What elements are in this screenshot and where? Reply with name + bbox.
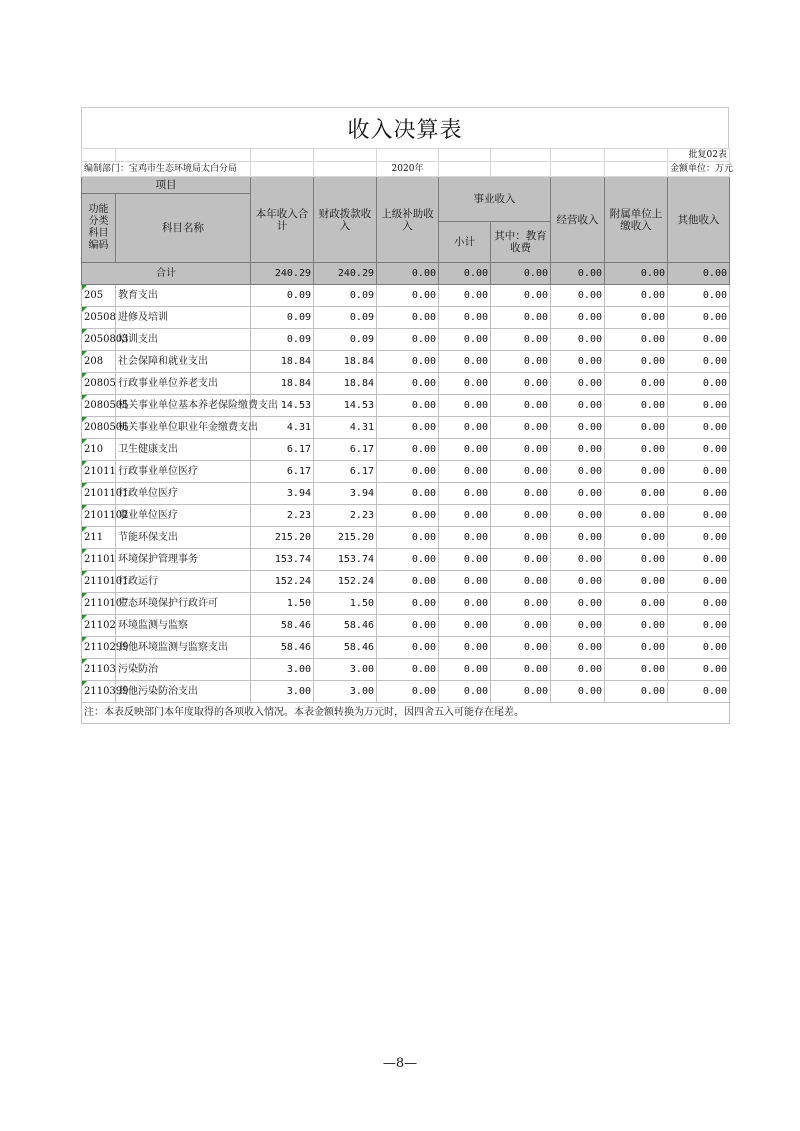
table-row [82,307,730,329]
table-row [82,615,730,637]
amount-cell: 0.00 [491,593,551,615]
header-fiscal: 财政拨款收入 [314,177,377,263]
amount-cell: 2.23 [314,505,377,527]
amount-cell: 58.46 [314,637,377,659]
amount-cell: 0.00 [439,373,491,395]
func-code-cell: 21103 [82,659,116,681]
total-value: 0.00 [491,263,551,285]
item-name-cell: 事业单位医疗 [116,505,251,527]
amount-cell: 0.00 [668,571,730,593]
table-row [82,681,730,703]
amount-cell: 0.00 [605,329,668,351]
page-number: —8— [382,1056,418,1071]
amount-cell: 0.00 [551,681,605,703]
amount-cell: 0.00 [491,637,551,659]
table-row [82,417,730,439]
amount-cell: 4.31 [314,417,377,439]
amount-cell: 0.00 [551,373,605,395]
amount-cell: 3.94 [314,483,377,505]
item-name-cell: 机关事业单位职业年金缴费支出 [116,417,251,439]
amount-cell: 0.00 [439,285,491,307]
amount-cell: 0.00 [491,461,551,483]
amount-cell: 0.00 [439,681,491,703]
amount-cell: 0.00 [605,285,668,307]
amount-cell: 0.00 [551,549,605,571]
func-code-cell: 2110299 [82,637,116,659]
item-name-cell: 其他污染防治支出 [116,681,251,703]
amount-cell: 0.00 [605,307,668,329]
item-name-cell: 行政单位医疗 [116,483,251,505]
year-label: 2020年 [377,162,439,177]
amount-cell: 0.00 [605,681,668,703]
table-row [82,505,730,527]
item-name-cell: 生态环境保护行政许可 [116,593,251,615]
total-row [82,263,730,285]
amount-cell: 0.00 [377,439,439,461]
amount-cell: 152.24 [314,571,377,593]
amount-cell: 0.00 [439,505,491,527]
amount-cell: 0.00 [605,505,668,527]
amount-cell: 3.00 [314,659,377,681]
func-code-cell: 21011 [82,461,116,483]
amount-cell: 0.00 [439,571,491,593]
amount-cell: 0.00 [377,417,439,439]
amount-cell: 18.84 [251,351,314,373]
amount-cell: 3.00 [251,659,314,681]
amount-cell: 0.00 [439,593,491,615]
currency-unit: 金额单位：万元 [668,162,730,177]
item-name-cell: 环境保护管理事务 [116,549,251,571]
amount-cell: 0.00 [605,439,668,461]
amount-cell: 0.00 [668,681,730,703]
amount-cell: 0.00 [491,373,551,395]
amount-cell: 0.00 [605,637,668,659]
item-name-cell: 进修及培训 [116,307,251,329]
amount-cell: 0.00 [491,307,551,329]
amount-cell: 0.00 [491,659,551,681]
func-code-cell: 2110399 [82,681,116,703]
item-name-cell: 培训支出 [116,329,251,351]
header-item-name: 科目名称 [116,194,251,263]
amount-cell: 215.20 [314,527,377,549]
amount-cell: 0.00 [668,637,730,659]
func-code-cell: 2080505 [82,395,116,417]
header-other: 其他收入 [668,177,730,263]
amount-cell: 0.09 [251,307,314,329]
amount-cell: 0.00 [491,329,551,351]
amount-cell: 0.00 [377,285,439,307]
amount-cell: 0.00 [668,439,730,461]
amount-cell: 1.50 [314,593,377,615]
amount-cell: 0.00 [491,395,551,417]
amount-cell: 6.17 [251,461,314,483]
amount-cell: 14.53 [251,395,314,417]
amount-cell: 152.24 [251,571,314,593]
amount-cell: 0.00 [668,659,730,681]
amount-cell: 153.74 [251,549,314,571]
header-project: 项目 [82,177,251,194]
table-note: 注：本表反映部门本年度取得的各项收入情况。本表金额转换为万元时，因四舍五入可能存在尾差。 [82,703,730,724]
note-row [82,703,730,724]
amount-cell: 0.00 [491,351,551,373]
amount-cell: 0.00 [668,395,730,417]
table-row [82,527,730,549]
header-subtotal: 小计 [439,222,491,263]
table-row [82,285,730,307]
amount-cell: 0.00 [668,373,730,395]
amount-cell: 18.84 [314,373,377,395]
amount-cell: 0.00 [377,571,439,593]
header-edu-fee: 其中：教育收费 [491,222,551,263]
amount-cell: 0.00 [491,285,551,307]
amount-cell: 0.00 [551,307,605,329]
header-affiliated: 附属单位上缴收入 [605,177,668,263]
amount-cell: 14.53 [314,395,377,417]
amount-cell: 0.00 [491,505,551,527]
amount-cell: 0.00 [551,461,605,483]
table-row [82,549,730,571]
item-name-cell: 环境监测与监察 [116,615,251,637]
amount-cell: 0.00 [377,307,439,329]
amount-cell: 0.00 [668,549,730,571]
header-row-1 [82,177,730,194]
item-name-cell: 其他环境监测与监察支出 [116,637,251,659]
amount-cell: 4.31 [251,417,314,439]
amount-cell: 58.46 [314,615,377,637]
amount-cell: 6.17 [314,461,377,483]
amount-cell: 0.00 [439,615,491,637]
amount-cell: 0.00 [377,505,439,527]
func-code-cell: 210 [82,439,116,461]
table-row [82,395,730,417]
amount-cell: 0.09 [251,285,314,307]
amount-cell: 0.00 [377,329,439,351]
func-code-cell: 20508 [82,307,116,329]
amount-cell: 0.00 [377,681,439,703]
amount-cell: 0.00 [491,571,551,593]
amount-cell: 0.00 [377,395,439,417]
table-row [82,637,730,659]
amount-cell: 0.00 [377,593,439,615]
amount-cell: 0.00 [377,615,439,637]
func-code-cell: 2101101 [82,483,116,505]
amount-cell: 0.00 [491,681,551,703]
amount-cell: 0.00 [551,483,605,505]
amount-cell: 0.00 [605,351,668,373]
item-name-cell: 污染防治 [116,659,251,681]
amount-cell: 0.00 [439,439,491,461]
page-title: 收入决算表 [81,107,729,148]
data-rows [82,285,730,703]
func-code-cell: 211 [82,527,116,549]
amount-cell: 0.00 [377,637,439,659]
amount-cell: 0.00 [439,307,491,329]
table-row [82,571,730,593]
amount-cell: 0.00 [668,527,730,549]
total-value: 0.00 [439,263,491,285]
amount-cell: 0.00 [439,461,491,483]
func-code-cell: 2110101 [82,571,116,593]
total-value: 0.00 [377,263,439,285]
amount-cell: 0.00 [551,637,605,659]
amount-cell: 0.00 [439,637,491,659]
header-superior: 上级补助收入 [377,177,439,263]
func-code-cell: 20805 [82,373,116,395]
table-row [82,483,730,505]
amount-cell: 0.00 [551,395,605,417]
amount-cell: 0.00 [491,527,551,549]
amount-cell: 0.00 [439,395,491,417]
amount-cell: 18.84 [251,373,314,395]
amount-cell: 0.00 [377,483,439,505]
total-value: 240.29 [314,263,377,285]
amount-cell: 0.00 [668,483,730,505]
amount-cell: 0.00 [605,461,668,483]
table-row [82,373,730,395]
amount-cell: 0.00 [377,659,439,681]
amount-cell: 0.00 [491,439,551,461]
amount-cell: 0.00 [551,659,605,681]
amount-cell: 3.00 [314,681,377,703]
amount-cell: 0.00 [605,571,668,593]
amount-cell: 0.00 [491,417,551,439]
meta-row-unit [82,162,730,177]
amount-cell: 0.00 [377,527,439,549]
header-total: 本年收入合计 [251,177,314,263]
amount-cell: 0.00 [551,351,605,373]
total-value: 240.29 [251,263,314,285]
amount-cell: 58.46 [251,615,314,637]
amount-cell: 0.09 [314,329,377,351]
total-label: 合计 [82,263,251,285]
amount-cell: 0.09 [251,329,314,351]
amount-cell: 0.00 [605,659,668,681]
func-code-cell: 2101102 [82,505,116,527]
item-name-cell: 节能环保支出 [116,527,251,549]
table-row [82,659,730,681]
amount-cell: 0.00 [439,351,491,373]
func-code-cell: 2050803 [82,329,116,351]
header-func-code: 功能分类科目编码 [82,194,116,263]
amount-cell: 0.00 [668,329,730,351]
unit-label: 编制部门：宝鸡市生态环境局太白分局 [82,162,251,177]
amount-cell: 0.00 [605,615,668,637]
amount-cell: 0.00 [605,483,668,505]
amount-cell: 6.17 [251,439,314,461]
amount-cell: 0.00 [668,285,730,307]
amount-cell: 0.00 [491,483,551,505]
form-code: 批复02表 [668,149,730,162]
amount-cell: 0.00 [377,461,439,483]
amount-cell: 0.00 [605,395,668,417]
amount-cell: 0.00 [668,593,730,615]
revenue-table [81,148,734,724]
amount-cell: 0.00 [377,351,439,373]
table-row [82,593,730,615]
amount-cell: 0.00 [551,439,605,461]
amount-cell: 0.00 [551,329,605,351]
meta-row-form-code [82,149,730,162]
amount-cell: 0.00 [551,505,605,527]
amount-cell: 0.00 [605,593,668,615]
amount-cell: 0.00 [668,417,730,439]
total-value: 0.00 [551,263,605,285]
revenue-statement-sheet [81,107,734,724]
amount-cell: 0.00 [439,483,491,505]
item-name-cell: 机关事业单位基本养老保险缴费支出 [116,395,251,417]
table-row [82,439,730,461]
func-code-cell: 2110107 [82,593,116,615]
amount-cell: 0.09 [314,307,377,329]
amount-cell: 0.00 [551,593,605,615]
amount-cell: 0.00 [439,417,491,439]
total-value: 0.00 [605,263,668,285]
item-name-cell: 教育支出 [116,285,251,307]
amount-cell: 2.23 [251,505,314,527]
amount-cell: 0.00 [491,549,551,571]
amount-cell: 0.00 [668,505,730,527]
item-name-cell: 行政运行 [116,571,251,593]
amount-cell: 6.17 [314,439,377,461]
amount-cell: 0.00 [551,285,605,307]
amount-cell: 0.00 [551,571,605,593]
item-name-cell: 卫生健康支出 [116,439,251,461]
amount-cell: 0.00 [605,549,668,571]
amount-cell: 0.00 [668,351,730,373]
amount-cell: 0.00 [377,373,439,395]
amount-cell: 0.00 [551,615,605,637]
func-code-cell: 21101 [82,549,116,571]
header-operating: 经营收入 [551,177,605,263]
amount-cell: 0.09 [314,285,377,307]
amount-cell: 0.00 [491,615,551,637]
amount-cell: 0.00 [439,659,491,681]
amount-cell: 0.00 [439,549,491,571]
amount-cell: 153.74 [314,549,377,571]
amount-cell: 3.94 [251,483,314,505]
func-code-cell: 2080506 [82,417,116,439]
amount-cell: 0.00 [551,417,605,439]
amount-cell: 215.20 [251,527,314,549]
amount-cell: 0.00 [377,549,439,571]
amount-cell: 58.46 [251,637,314,659]
table-row [82,351,730,373]
table-row [82,461,730,483]
total-value: 0.00 [668,263,730,285]
amount-cell: 0.00 [668,307,730,329]
item-name-cell: 行政事业单位医疗 [116,461,251,483]
amount-cell: 0.00 [605,527,668,549]
amount-cell: 0.00 [551,527,605,549]
func-code-cell: 21102 [82,615,116,637]
amount-cell: 0.00 [439,527,491,549]
amount-cell: 18.84 [314,351,377,373]
func-code-cell: 205 [82,285,116,307]
amount-cell: 0.00 [439,329,491,351]
item-name-cell: 社会保障和就业支出 [116,351,251,373]
header-business: 事业收入 [439,177,551,222]
amount-cell: 0.00 [605,373,668,395]
amount-cell: 0.00 [668,615,730,637]
amount-cell: 3.00 [251,681,314,703]
item-name-cell: 行政事业单位养老支出 [116,373,251,395]
amount-cell: 1.50 [251,593,314,615]
amount-cell: 0.00 [605,417,668,439]
func-code-cell: 208 [82,351,116,373]
amount-cell: 0.00 [668,461,730,483]
table-row [82,329,730,351]
